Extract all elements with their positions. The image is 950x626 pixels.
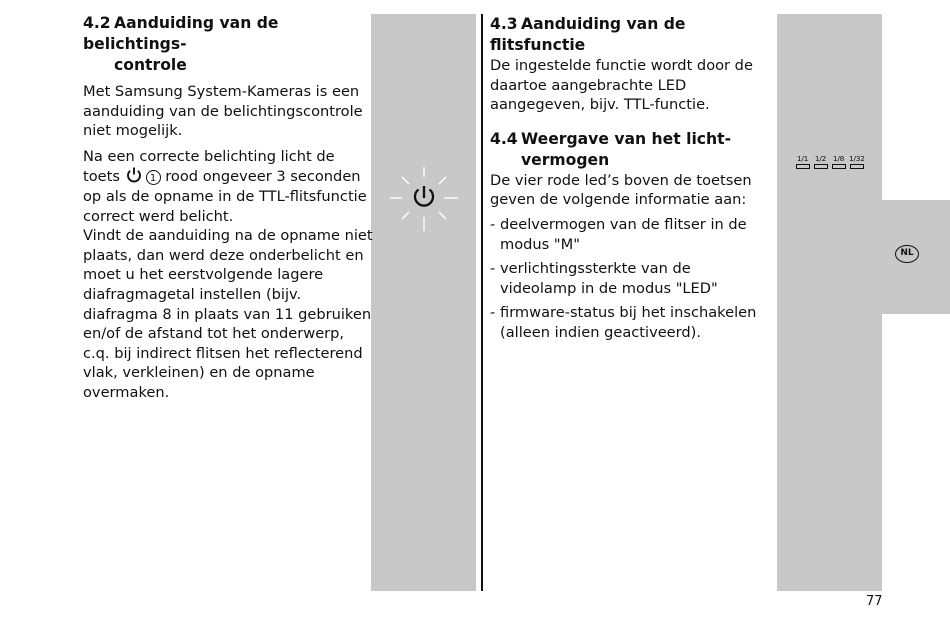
heading-number: 4.2 — [83, 14, 111, 32]
paragraph: Met Samsung System-Kameras is een aanduiding van de belichtingscontrole niet mogelijk. — [83, 83, 363, 140]
heading-number: 4.3 — [490, 15, 518, 33]
paragraph: Vindt de aanduiding na de opname niet plaats, dan werd deze onderbelicht en moet u het eerstvolgende lagere diafragmagetal instellen (bijv. diafragma 8 in plaats van 11 gebruiken en/of de afstand tot het onderwerp, c.q. bij indirect flitsen het reflecterend vlak, verkleinen) en de opname overmaken. — [83, 227, 373, 401]
column-divider — [481, 14, 483, 591]
margin-strip-left — [371, 14, 476, 591]
led-icon — [850, 164, 864, 169]
heading-text: Weergave van het licht- — [521, 129, 732, 148]
list-item: - firmware-status bij het inschakelen (alleen indien geactiveerd). — [490, 303, 770, 342]
led-indicator — [795, 154, 810, 169]
led-label: 1/32 — [849, 154, 865, 163]
paragraph-text: rood ongeveer 3 seconden op als de opname in de TTL-flitsfunctie correct werd belicht. — [83, 168, 367, 225]
page-number: 77 — [866, 594, 883, 609]
led-label: 1/2 — [814, 154, 827, 163]
heading-text: Aanduiding van de flitsfunctie — [490, 15, 686, 54]
heading-text: Aanduiding van de belichtings- — [83, 14, 279, 53]
led-label: 1/8 — [832, 154, 845, 163]
led-indicator — [831, 154, 846, 169]
left-column — [83, 13, 373, 403]
heading-number: 4.4 — [490, 129, 518, 148]
heading-text-cont: vermogen — [521, 150, 610, 169]
led-icon — [814, 164, 828, 169]
section-heading-4-3 — [490, 14, 770, 56]
paragraph — [83, 147, 373, 226]
flash-burst-icon — [388, 165, 460, 237]
language-badge: NL — [895, 245, 919, 263]
circled-number: 1 — [146, 170, 161, 185]
led-label: 1/1 — [796, 154, 809, 163]
right-column — [490, 14, 770, 343]
section-heading-4-2 — [83, 13, 373, 76]
bullet-list — [490, 215, 770, 343]
paragraph: De ingestelde functie wordt door de daartoe aangebrachte LED aangegeven, bijv. TTL-functie. — [490, 57, 753, 114]
led-icon — [832, 164, 846, 169]
margin-strip-right — [777, 14, 882, 591]
heading-text-cont: controle — [114, 56, 187, 74]
power-icon — [125, 166, 143, 184]
led-indicator — [849, 154, 864, 169]
led-icon — [796, 164, 810, 169]
led-indicator — [813, 154, 828, 169]
paragraph: De vier rode led’s boven de toetsen geven de volgende informatie aan: — [490, 171, 752, 209]
section-heading-4-4 — [490, 129, 770, 171]
list-item: - verlichtingssterkte van de videolamp in de modus "LED" — [490, 259, 770, 298]
list-item: - deelvermogen van de flitser in de modus "M" — [490, 215, 770, 254]
paragraph-text: Na een correcte belichting licht de toets — [83, 147, 335, 186]
